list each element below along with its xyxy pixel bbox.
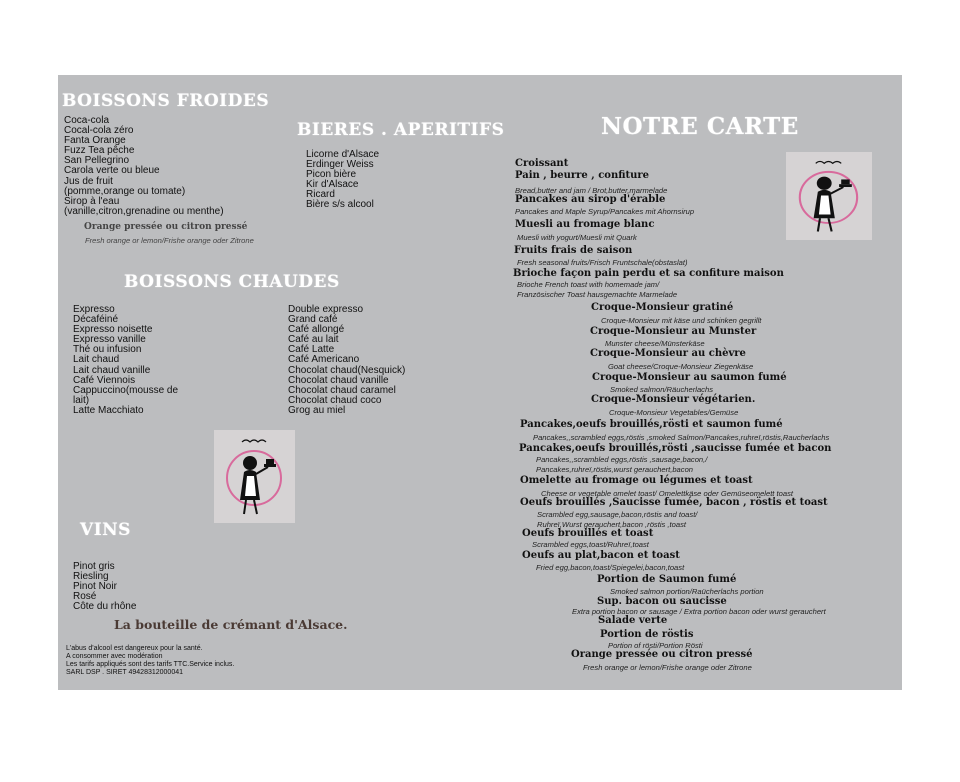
vins-heading: VINS [80,520,131,540]
waitress-icon [214,430,295,523]
boissons-chaudes-col2 [288,305,405,416]
description-line: Scrambled eggs,toast/Ruhreï,toast [532,540,649,549]
boissons-chaudes-heading: BOISSONS CHAUDES [124,272,340,292]
menu-item-description [609,408,738,418]
menu-item-description [536,563,684,573]
list-item: (vanille,citron,grenadine ou menthe) [64,205,224,217]
boissons-chaudes-col1 [73,305,178,416]
description-line: Ruhreï,Wurst gerauchert,bacon ,röstis ,toast [537,519,686,529]
vins-list [73,562,136,612]
list-item: Côte du rhône [73,601,137,613]
list-item: Jus de fruit [64,175,113,187]
boissons-froides-special: Orange pressée ou citron pressé [84,222,248,232]
menu-item-title: Omelette au fromage ou légumes et toast [520,475,753,486]
menu-item-title: Croque-Monsieur au Munster [590,326,757,337]
menu-item-title: Sup. bacon ou saucisse [597,596,727,607]
menu-item-description [517,233,637,243]
menu-item-description [537,510,697,529]
menu-item-title: Croque-Monsieur au saumon fumé [592,372,787,383]
description-line: Pancakes,,scrambled eggs,röstis ,smoked Salmon/Pancakes,ruhreï,röstis,Raucherlachs [533,433,830,442]
menu-item-description [601,316,761,326]
list-item: Pinot gris [73,561,115,572]
logo-waitress-right [786,152,872,240]
description-line: Bread,butter and jam / Brot,butter,marmelade [515,186,668,195]
list-item: (pomme,orange ou tomate) [64,185,186,197]
list-item: lait) [73,394,90,406]
list-item: Café Latte [288,344,335,356]
notre-carte-heading: NOTRE CARTE [601,113,799,140]
list-item: Cappuccino(mousse de [73,384,179,396]
menu-item-title: Oeufs au plat,bacon et toast [522,550,680,561]
description-line: Französischer Toast hausgemachte Marmelade [517,289,678,299]
list-item: San Pellegrino [64,155,130,167]
list-item: Expresso vanille [73,334,146,346]
list-item: Lait chaud [73,354,120,366]
list-item: Sirop à l'eau [64,195,120,207]
list-item: Ricard [306,189,335,201]
menu-item-title: Salade verte [598,615,668,626]
boissons-froides-list [64,116,224,217]
cremant-label: La bouteille de crémant d'Alsace. [114,617,348,632]
list-item: Coca-cola [64,115,110,126]
menu-item-title: Pancakes,oeufs brouillés,rösti et saumon fumé [520,419,783,430]
list-item: Fuzz Tea pêche [64,145,135,157]
menu-item-title: Orange pressée ou citron pressé [571,649,753,660]
list-item: L'abus d'alcool est dangereux pour la santé. [66,645,203,652]
list-item: Double expresso [288,304,364,315]
menu-item-title: Brioche façon pain perdu et sa confiture maison [513,268,784,279]
boissons-froides-special-desc: Fresh orange or lemon/Frishe orange oder Zitrone [85,236,254,245]
list-item: Bière s/s alcool [306,199,374,211]
menu-item-description [608,362,753,372]
menu-item-title: Portion de röstis [600,629,694,640]
list-item: Chocolat chaud caramel [288,384,396,396]
menu-item-title: Croque-Monsieur gratiné [591,302,734,313]
list-item: SARL DSP . SIRET 49428312000041 [66,669,184,676]
legal-footer [66,645,234,677]
description-line: Smoked salmon portion/Raücherlachs portion [610,587,764,596]
menu-item-description [532,540,649,550]
menu-item-description [517,280,677,299]
list-item: Kir d'Alsace [306,179,359,191]
description-line: Smoked salmon/Räucherlachs [610,385,713,394]
menu-item-description [533,433,829,443]
description-line: Portion of rösti/Portion Rösti [608,641,703,650]
description-line: Extra portion bacon or sausage / Extra portion bacon oder wurst gerauchert [572,607,826,616]
description-line: Fried egg,bacon,toast/Spiegelei,bacon,toast [536,563,685,572]
description-line: Muesli with yogurt/Muesli mit Quark [517,233,637,242]
list-item: Café Americano [288,354,360,366]
boissons-froides-heading: BOISSONS FROIDES [62,91,270,111]
menu-item-title: Pancakes au sirop d'érable [515,194,666,205]
list-item: Riesling [73,571,109,583]
list-item: Picon bière [306,169,357,181]
list-item: Lait chaud vanille [73,364,151,376]
list-item: Carola verte ou bleue [64,165,160,177]
list-item: Grog au miel [288,404,346,416]
list-item: Café au lait [288,334,339,346]
description-line: Cheese or vegetable omelet toast/ Omelettkäse oder Gemüseomelett toast [541,489,793,498]
list-item: Chocolat chaud coco [288,394,382,406]
description-line: Pancakes and Maple Syrup/Pancakes mit Ahornsirup [515,207,695,216]
list-item: Expresso noisette [73,324,153,336]
description-line: Fresh seasonal fruits/Frisch Fruntschale(obstaslat) [517,258,688,267]
list-item: Fanta Orange [64,135,126,147]
description-line: Croque-Monsieur Vegetables/Gemüse [609,408,739,417]
description-line: Munster cheese/Münsterkäse [605,339,705,348]
description-line: Pancakes,,scrambled eggs,röstis ,sausage,bacon,/ [536,455,708,464]
list-item: Expresso [73,304,115,315]
list-item: Licorne d'Alsace [306,149,380,160]
description-line: Brioche French toast with homemade jam/ [517,280,660,289]
description-line: Pancakes,ruhreï,röstis,wurst gerauchert,bacon [536,464,694,474]
list-item: Café Viennois [73,374,136,386]
bieres-list [306,150,379,211]
menu-item-description [583,663,752,673]
list-item: Décaféiné [73,314,119,326]
menu-item-description [517,258,688,268]
waitress-icon [786,152,872,240]
list-item: A consommer avec modération [66,653,163,660]
list-item: Grand café [288,314,338,326]
menu-item-title: Pain , beurre , confiture [515,170,650,181]
list-item: Chocolat chaud vanille [288,374,389,386]
list-item: Thé ou infusion [73,344,142,356]
logo-waitress [214,430,295,523]
list-item: Pinot Noir [73,581,117,593]
description-line: Croque-Monsieur mit käse und schinken gegrillt [601,316,762,325]
list-item: Erdinger Weiss [306,159,374,171]
list-item: Rosé [73,591,97,603]
menu-item-description [536,455,707,474]
menu-item-title: Muesli au fromage blanc [515,219,655,230]
list-item: Les tarifs appliqués sont des tarifs TTC.Service inclus. [66,661,235,668]
list-item: Café allongé [288,324,345,336]
menu-item-title: Croque-Monsieur au chèvre [590,348,746,359]
list-item: Chocolat chaud(Nesquick) [288,364,406,376]
description-line: Scrambled egg,sausage,bacon,röstis and toast/ [537,510,698,519]
menu-item-title: Oeufs brouillés et toast [522,528,654,539]
menu-item-title: Portion de Saumon fumé [597,574,737,585]
menu-item-title: Pancakes,oeufs brouillés,rösti ,saucisse fumée et bacon [519,443,832,454]
menu-item-title: Oeufs brouillés ,Saucisse fumée, bacon , röstis et toast [520,497,828,508]
list-item: Latte Macchiato [73,404,144,416]
menu-item-description [515,207,694,217]
menu-item-title: Fruits frais de saison [514,245,633,256]
menu-item-title: Croissant [515,158,569,169]
description-line: Goat cheese/Croque-Monsieur Ziegenkäse [608,362,754,371]
list-item: Cocal-cola zéro [64,125,134,137]
description-line: Fresh orange or lemon/Frishe orange oder Zitrone [583,663,752,672]
bieres-heading: BIERES . APERITIFS [297,120,505,140]
menu-item-title: Croque-Monsieur végétarien. [591,394,756,405]
